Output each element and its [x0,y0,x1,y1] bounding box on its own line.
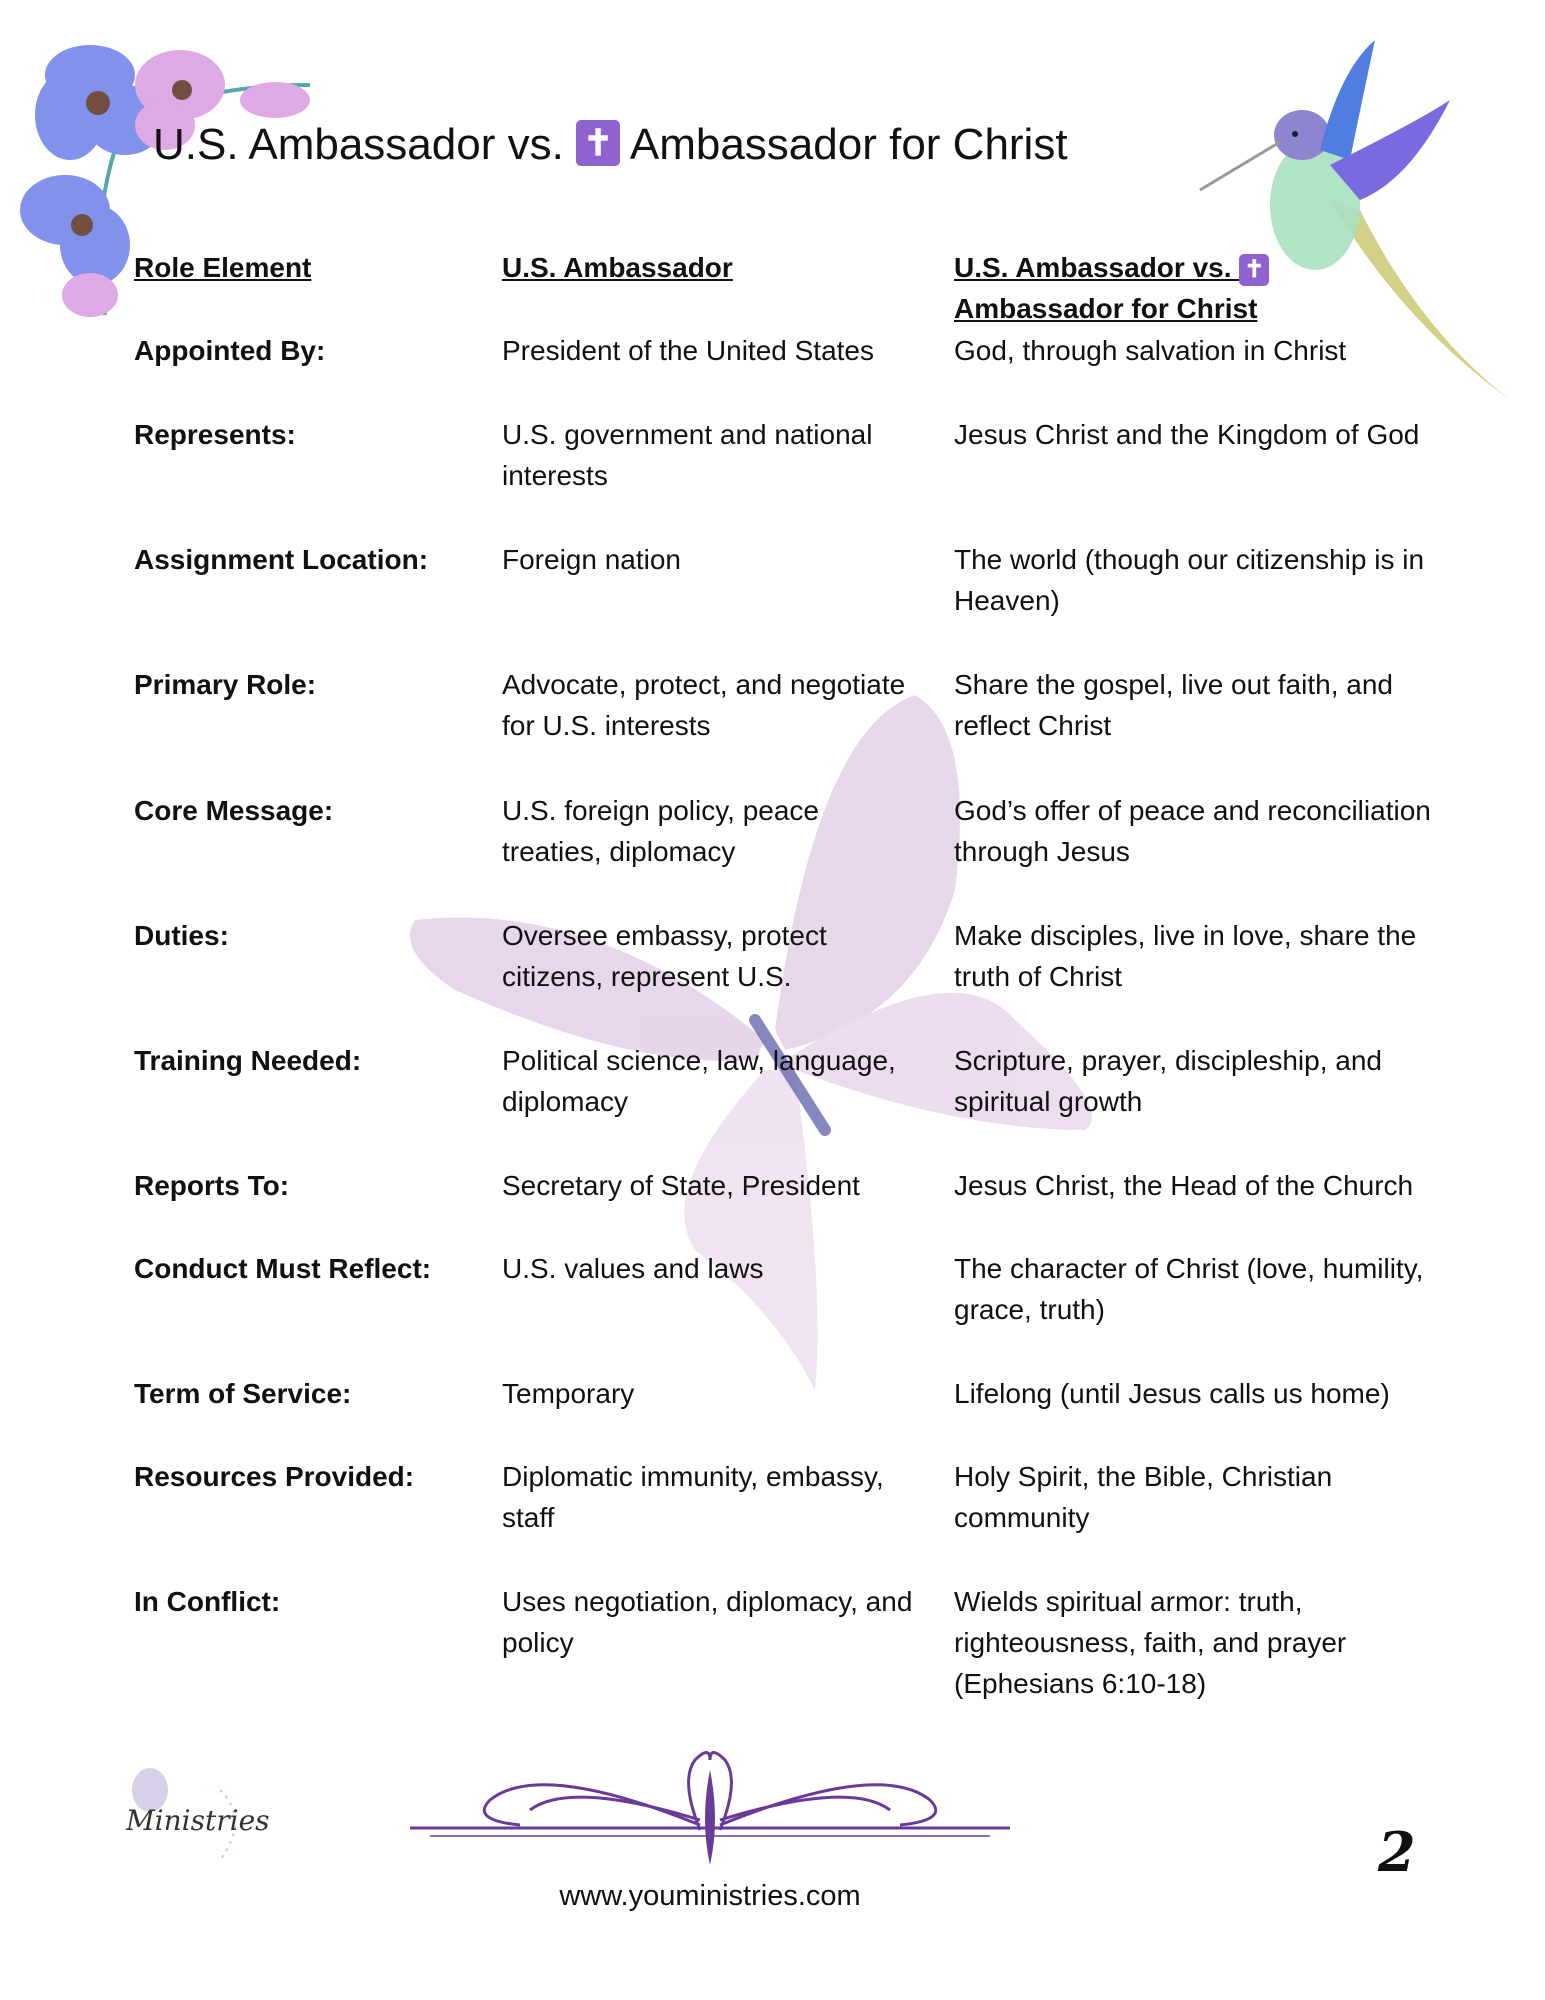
row-christ-ambassador-value: Jesus Christ and the Kingdom of God [954,419,1420,450]
row-us-ambassador-value: President of the United States [502,335,874,366]
ornament-divider [400,1740,1020,1870]
row-us-ambassador-value: Political science, law, language, diplomacy [502,1045,896,1117]
row-christ-ambassador-value: Share the gospel, live out faith, and reflect Christ [954,669,1393,741]
row-us-ambassador-value: Uses negotiation, diplomacy, and policy [502,1586,913,1658]
row-christ-ambassador-value: Make disciples, live in love, share the truth of Christ [954,920,1417,992]
row-role-label: Training Needed: [134,1045,362,1076]
title-prefix: U.S. Ambassador vs. [153,120,564,169]
header-role-element: Role Element [134,252,312,283]
row-us-ambassador-value: Diplomatic immunity, embassy, staff [502,1461,884,1533]
title-suffix: Ambassador for Christ [629,120,1068,169]
row-christ-ambassador-value: Jesus Christ, the Head of the Church [954,1170,1414,1201]
page-number: 2 [1378,1820,1416,1884]
row-us-ambassador-value: Temporary [502,1378,635,1409]
row-role-label: Primary Role: [134,669,317,700]
row-role-label: Term of Service: [134,1378,352,1409]
row-role-label: In Conflict: [134,1586,281,1617]
row-christ-ambassador-value: God, through salvation in Christ [954,335,1347,366]
cross-icon: ✝ [1239,254,1269,286]
flower-decoration [10,15,340,345]
row-role-label: Core Message: [134,795,334,826]
website-url[interactable]: www.youministries.com [559,1880,861,1912]
row-us-ambassador-value: Oversee embassy, protect citizens, represent U.S. [502,920,827,992]
row-us-ambassador-value: Foreign nation [502,544,682,575]
page-title [153,120,1068,170]
row-christ-ambassador-value: Scripture, prayer, discipleship, and spiritual growth [954,1045,1382,1117]
row-christ-ambassador-value: The world (though our citizenship is in Heaven) [954,544,1425,616]
row-role-label: Reports To: [134,1170,290,1201]
row-role-label: Conduct Must Reflect: [134,1253,432,1284]
header-ambassador-for-christ: U.S. Ambassador vs. ✝ Ambassador for Christ [954,247,1474,329]
row-us-ambassador-value: U.S. values and laws [502,1253,764,1284]
row-us-ambassador-value: Secretary of State, President [502,1170,860,1201]
row-christ-ambassador-value: Lifelong (until Jesus calls us home) [954,1378,1390,1409]
row-us-ambassador-value: U.S. foreign policy, peace treaties, diplomacy [502,795,819,867]
row-christ-ambassador-value: God’s offer of peace and reconciliation through Jesus [954,795,1431,867]
ministries-logo: Ministries [120,1760,250,1870]
row-role-label: Assignment Location: [134,544,429,575]
row-us-ambassador-value: Advocate, protect, and negotiate for U.S. interests [502,669,906,741]
row-role-label: Resources Provided: [134,1461,415,1492]
row-role-label: Duties: [134,920,229,951]
row-christ-ambassador-value: Holy Spirit, the Bible, Christian community [954,1461,1333,1533]
row-role-label: Represents: [134,419,296,450]
row-christ-ambassador-value: The character of Christ (love, humility, grace, truth) [954,1253,1424,1325]
header-us-ambassador: U.S. Ambassador [502,252,733,283]
row-christ-ambassador-value: Wields spiritual armor: truth, righteousness, faith, and prayer (Ephesians 6:10-18) [954,1586,1347,1699]
cross-icon: ✝ [576,120,620,166]
row-role-label: Appointed By: [134,335,326,366]
row-us-ambassador-value: U.S. government and national interests [502,419,873,491]
